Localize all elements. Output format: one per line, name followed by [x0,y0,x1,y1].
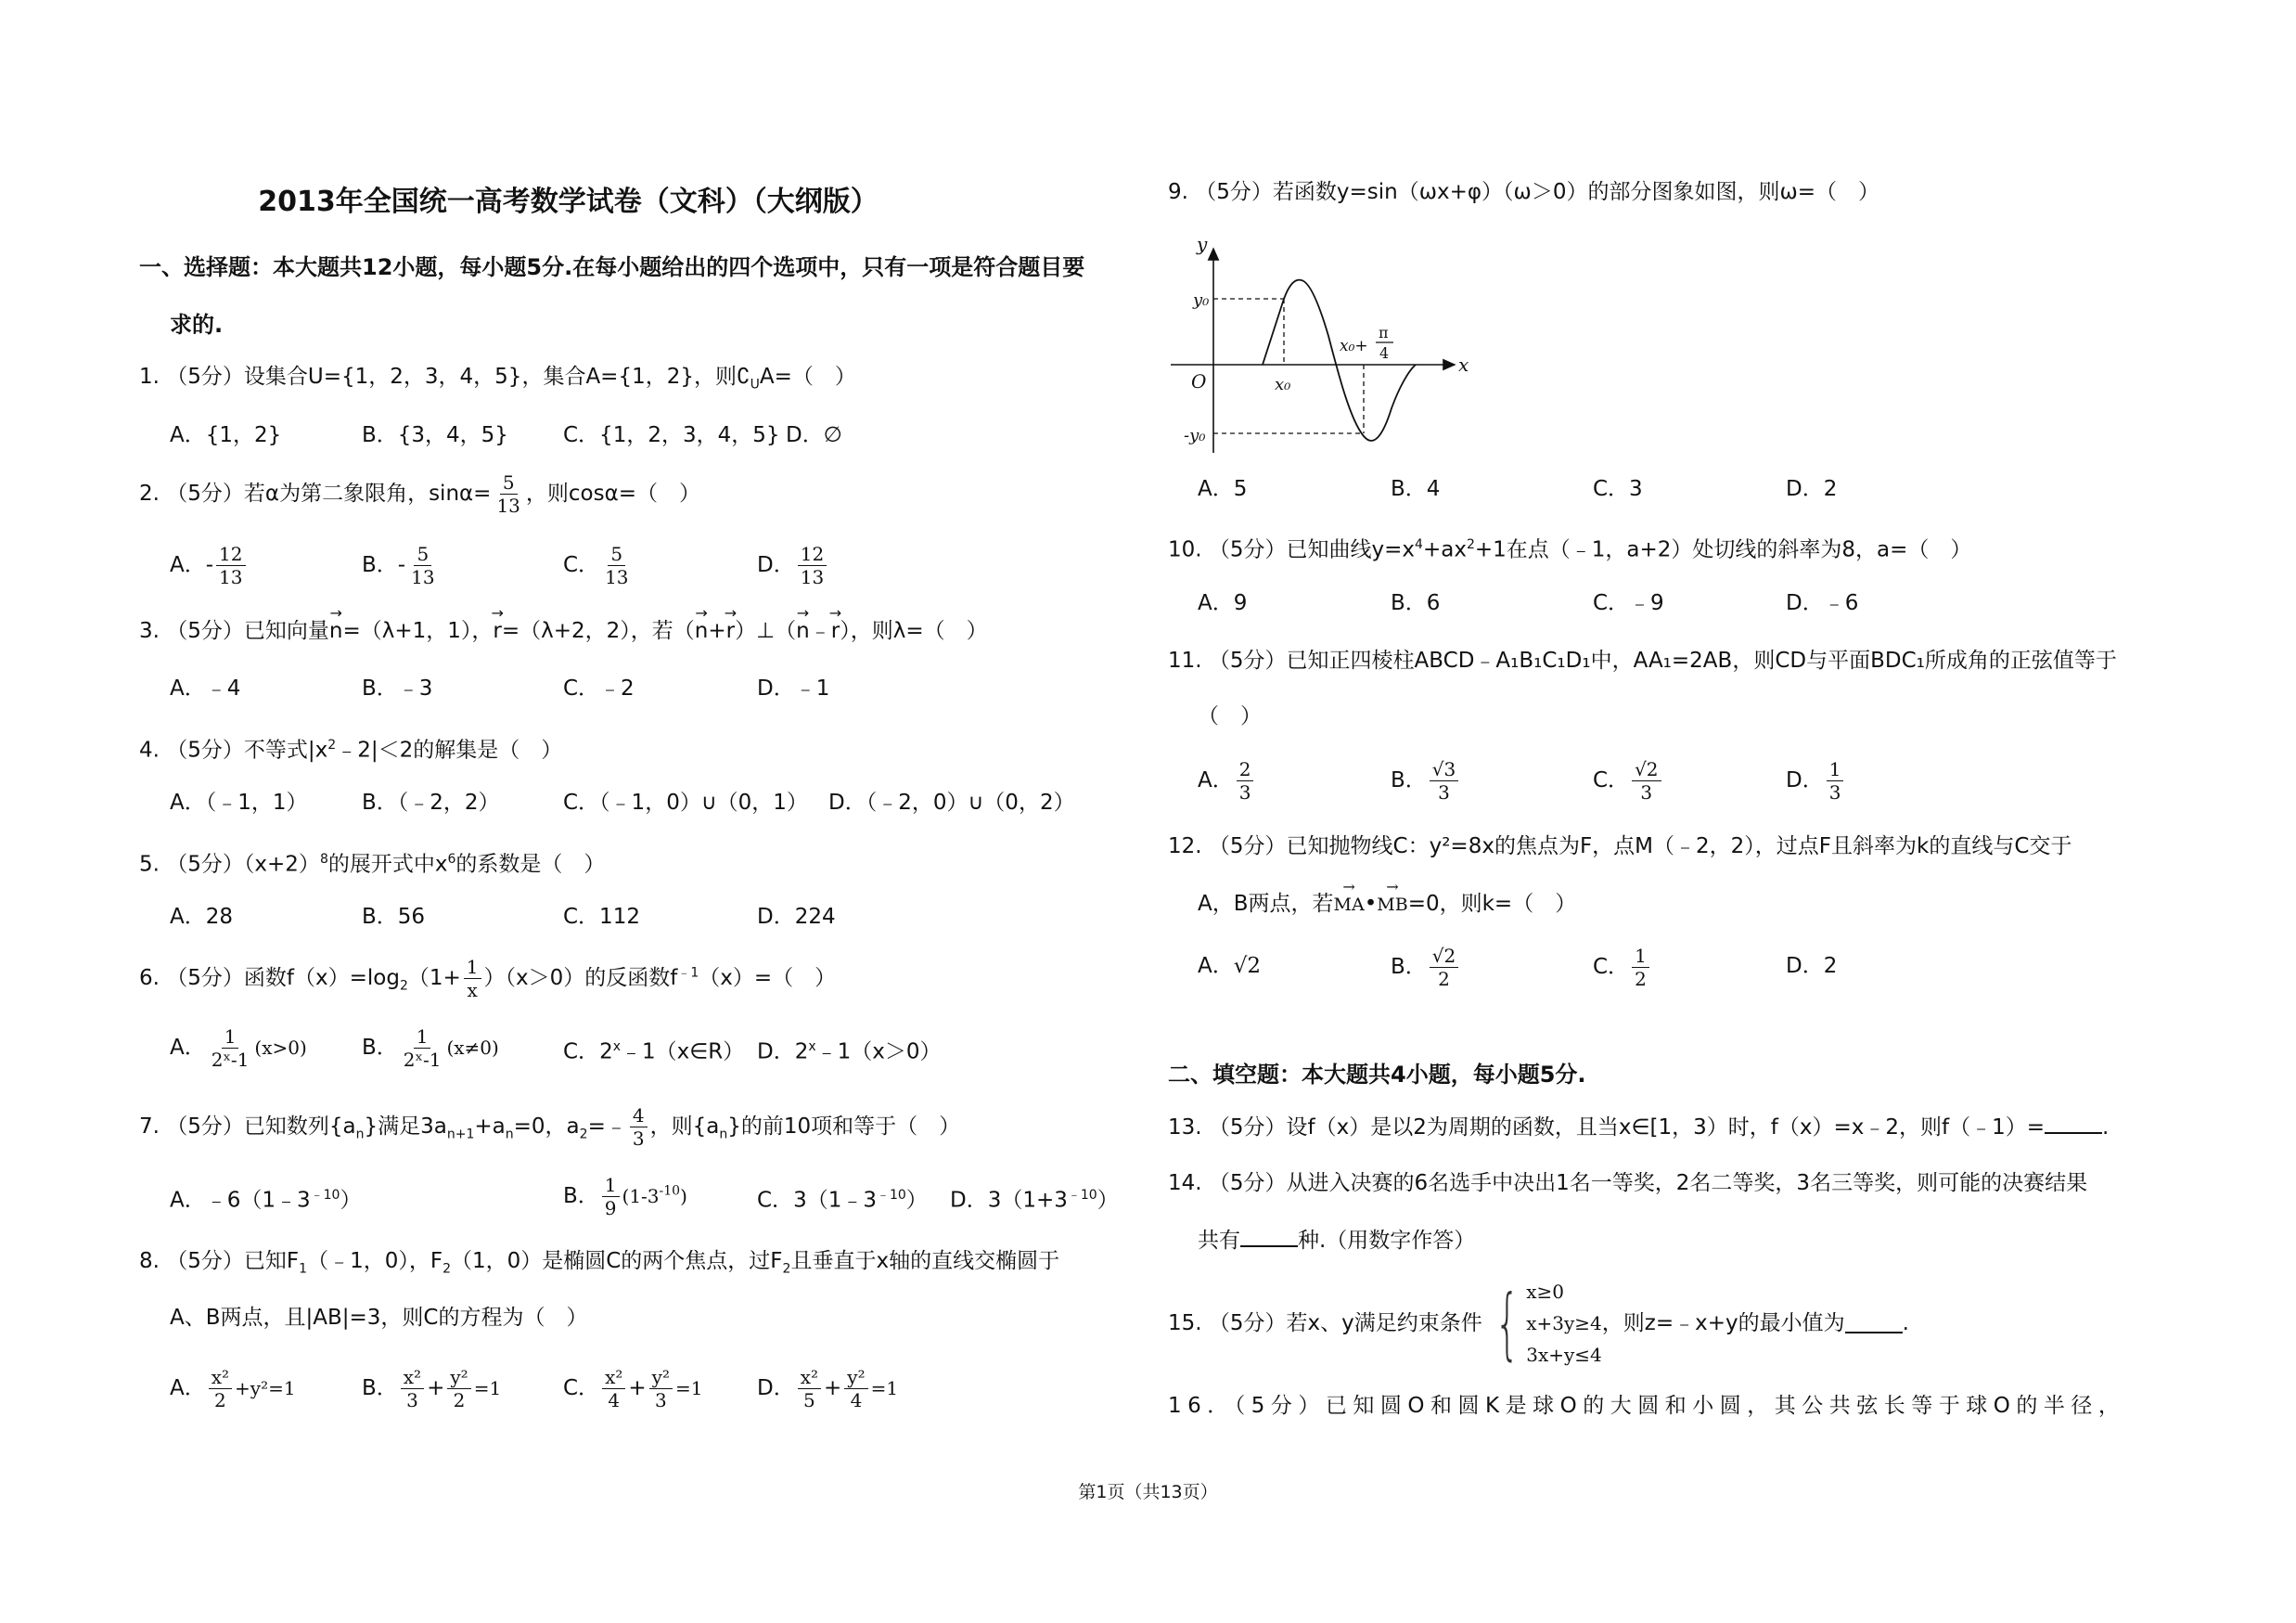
question-11-cont: （ ） [1198,704,1262,728]
q8-option-d[interactable]: D． $\frac{\text{x²}}{5}$ + $\frac{\text{y²}}{4}$ =1 [757,1366,899,1411]
question-2: 2. （5分）若α为第二象限角，sinα= $\frac{5}{13}$ ，则cosα=（ ） [139,471,701,517]
q3-option-d[interactable]: D．﹣1 [757,676,830,701]
fraction: $\frac{1}{\text{2ˣ-1}}$ [403,1025,442,1071]
q9-option-c[interactable]: C．3 [1593,477,1643,501]
question-11: 11. （5分）已知正四棱柱ABCD﹣A₁B₁C₁D₁中，AA₁=2AB，则CD与平面BDC₁所成角的正弦值等于 [1168,649,2117,673]
q6-option-d[interactable]: D．$2^x﹣1(x>0)$ [757,1039,942,1064]
q7-option-a[interactable]: A．$﹣6(1﹣3^{﹣10})$ [170,1188,362,1213]
question-14: 14. （5分）从进入决赛的6名选手中决出1名一等奖，2名二等奖，3名三等奖，则可能的决赛结果 [1168,1171,2088,1195]
q10-option-d[interactable]: D．﹣6 [1786,591,1859,615]
question-6: 6. （5分）函数$f(x)=\log_2(1+$ $\frac{1}{x}$ ）（x＞0）的反函数$f^{﹣1}(x)=$（ ） [139,956,837,1001]
vector-mb: → MB [1377,891,1407,919]
question-8: 8. （5分）已知$F_1(﹣1$，0），$F_2(1$，0）是椭圆C的两个焦点，过$F_2$且垂直于x轴的直线交椭圆于 [139,1249,1060,1277]
q10-option-b[interactable]: B．6 [1391,591,1441,615]
question-15: 15. （5分） 若x、y满足约束条件 { x≥0 x+3y≥4 3x+y≤4 ，则z=﹣x+y的最小值为 . [1168,1278,1909,1369]
pi-numerator: π [1379,324,1389,341]
q10-option-a[interactable]: A．9 [1198,591,1248,615]
vector-r: → r [726,617,735,645]
fraction: $\frac{1}{2}$ [1632,945,1649,990]
x0-label: x₀ [1275,375,1291,394]
q8-option-b[interactable]: B． $\frac{\text{x²}}{3}$ + $\frac{\text{y²}}{2}$ =1 [362,1366,502,1411]
q12-option-c[interactable]: C． $\frac{1}{2}$ [1593,945,1652,990]
q5-option-a[interactable]: A．28 [170,905,234,929]
q1-option-d[interactable]: D．∅ [786,423,842,447]
fraction: $\frac{1}{\text{2ˣ-1}}$ [211,1025,250,1071]
fraction: $\frac{5}{13}$ [605,543,629,588]
fraction: $\frac{4}{3}$ [630,1104,648,1150]
neg-y0-label: -y₀ [1184,426,1206,445]
fraction: $\frac{\text{x²}}{4}$ [602,1366,625,1411]
x0-plus-pi-label: x₀+ [1340,337,1368,355]
fraction: $\frac{√2}{3}$ [1632,758,1661,804]
vector-ma: → MA [1334,891,1365,919]
q5-option-d[interactable]: D．224 [757,905,836,929]
q12-option-d[interactable]: D．2 [1786,954,1838,978]
q3-option-c[interactable]: C．﹣2 [563,676,635,701]
fraction: $\frac{1}{3}$ [1827,758,1844,804]
q4-option-c[interactable]: C．（﹣1，0）∪（0，1） [563,791,808,815]
left-brace-icon: { [1494,1278,1520,1369]
fraction: $\frac{12}{13}$ [798,543,827,588]
q9-option-a[interactable]: A．5 [1198,477,1248,501]
question-8-cont: A、B两点，且|AB|=3，则C的方程为（ ） [170,1306,588,1330]
q5-option-c[interactable]: C．112 [563,905,640,929]
fraction: $\frac{1}{x}$ [464,956,481,1001]
page-title: 2013年全国统一高考数学试卷（文科）（大纲版） [258,186,879,218]
q3-option-b[interactable]: B．﹣3 [362,676,433,701]
q3-option-a[interactable]: A．﹣4 [170,676,241,701]
q4-option-a[interactable]: A．（﹣1，1） [170,791,308,815]
q7-option-c[interactable]: C．$3(1﹣3^{﹣10})$ [757,1188,928,1213]
fraction: $\frac{√3}{3}$ [1430,758,1458,804]
vector-n: → n [329,617,343,645]
q9-option-d[interactable]: D．2 [1786,477,1838,501]
q12-option-a[interactable]: A．√2 [1198,954,1262,978]
q8-option-a[interactable]: A． $\frac{\text{x²}}{2}$ +y²=1 [170,1366,296,1411]
fraction: $\frac{5}{13}$ [411,543,435,588]
q12-option-b[interactable]: B． $\frac{√2}{2}$ [1391,945,1461,990]
q1-option-c[interactable]: C．{1，2，3，4，5} [563,423,780,447]
question-14-cont: 共有 种.（用数字作答） [1198,1229,1476,1253]
q8-option-c[interactable]: C． $\frac{\text{x²}}{4}$ + $\frac{\text{y²}}{3}$ =1 [563,1366,703,1411]
q6-option-c[interactable]: C．2$^x$﹣1（x∈R） [563,1039,745,1064]
q6-option-b[interactable]: B． $\frac{1}{\text{2ˣ-1}}$ (x≠0) [362,1025,499,1071]
origin-label: O [1191,370,1207,393]
q5-option-b[interactable]: B．56 [362,905,426,929]
sine-graph [1160,223,1494,464]
fraction: $\frac{\text{y²}}{3}$ [649,1366,673,1411]
q2-option-d[interactable]: D． $\frac{12}{13}$ [757,543,829,588]
vector-r: → r [493,617,501,645]
question-16: 16．（5分）已知圆O和圆K是球O的大圆和小圆，其公共弦长等于球O的半径， [1168,1394,2126,1418]
question-12-cont: A，B两点，若→ MA•→ MB=0，则k=（ ） [1198,890,1576,919]
q10-option-c[interactable]: C．﹣9 [1593,591,1664,615]
q9-option-b[interactable]: B．4 [1391,477,1441,501]
fraction: $\frac{\text{y²}}{2}$ [447,1366,470,1411]
section1-heading: 一、选择题：本大题共12小题，每小题5分.在每小题给出的四个选项中，只有一项是符合题目要 [139,254,1085,280]
vector-n: → n [796,617,810,645]
q7-option-d[interactable]: D．$3(1+3^{﹣10})$ [950,1188,1119,1213]
q4-option-d[interactable]: D．（﹣2，0）∪（0，2） [828,791,1075,815]
question-9: 9. （5分）若函数y=sin（ωx+φ）（ω＞0）的部分图象如图，则ω=（ ） [1168,180,1879,204]
answer-blank[interactable] [1240,1227,1298,1247]
q1-option-b[interactable]: B．{3，4，5} [362,423,508,447]
fraction: $\frac{√2}{2}$ [1430,945,1458,990]
y0-label: y₀ [1193,290,1210,310]
q2-option-a[interactable]: A．- $\frac{12}{13}$ [170,543,249,588]
fraction: $\frac{12}{13}$ [216,543,245,588]
y-axis-label: y [1197,233,1208,255]
fraction: $\frac{5}{13}$ [496,471,520,517]
x-axis-label: x [1458,354,1469,376]
section2-heading: 二、填空题：本大题共4小题，每小题5分. [1168,1062,1586,1088]
pi-denominator: 4 [1379,344,1390,362]
q6-option-a[interactable]: A． $\frac{1}{\text{2ˣ-1}}$ (x>0) [170,1025,307,1071]
question-10: 10. （5分）已知曲线$y=x^4+ax^2+1$在点（﹣1，a+2）处切线的斜率为8，a=（ ） [1168,537,1972,562]
q2-option-c[interactable]: C． $\frac{5}{13}$ [563,543,635,588]
q11-option-b[interactable]: B． $\frac{√3}{3}$ [1391,758,1461,804]
question-1: 1. （5分）设集合U={1，2，3，4，5}，集合A={1，2}，则$∁_UA=$（ ） [139,365,856,393]
section1-heading-cont: 求的. [170,312,224,338]
question-5: 5. （5分）$(x+2)^8$的展开式中$x^6$的系数是（ ） [139,852,606,877]
vector-n: → n [695,617,709,645]
question-12: 12. （5分）已知抛物线C：y²=8x的焦点为F，点M（﹣2，2），过点F且斜率为k的直线与C交于 [1168,834,2072,858]
question-3: 3. （5分）已知向量→ n=（λ+1，1），→ r=（λ+2，2），若（→ n+→ r）⊥（→ n﹣→ r），则λ=（ ） [139,617,988,645]
answer-blank[interactable] [1845,1313,1903,1333]
q11-option-c[interactable]: C． $\frac{√2}{3}$ [1593,758,1664,804]
question-7: 7. （5分）已知数列$\{a_n\}$满足$3a_{n+1}+a_n=0$，$a_2=﹣$ $\frac{4}{3}$ ，则$\{a_n\}$的前10项和等于（ ） [139,1104,961,1150]
constraint-system: { x≥0 x+3y≥4 3x+y≤4 [1494,1278,1602,1369]
question-4: 4. （5分）不等式$|x^2﹣2|<2$的解集是（ ） [139,738,563,763]
q4-option-b[interactable]: B．（﹣2，2） [362,791,500,815]
sine-curve [1263,280,1416,441]
q11-option-d[interactable]: D． $\frac{1}{3}$ [1786,758,1846,804]
fraction: $\frac{\text{x²}}{3}$ [401,1366,424,1411]
answer-blank[interactable] [2045,1114,2102,1134]
question-13: 13. （5分）设f（x）是以2为周期的函数，且当x∈[1，3）时，f（x）=x﹣2，则f（﹣1）= . [1168,1115,2110,1140]
fraction: $\frac{1}{9}$ [602,1174,620,1219]
fraction: $\frac{\text{y²}}{4}$ [844,1366,867,1411]
fraction: $\frac{\text{x²}}{5}$ [798,1366,821,1411]
q11-option-a[interactable]: A． $\frac{2}{3}$ [1198,758,1256,804]
q1-option-a[interactable]: A．{1，2} [170,423,282,447]
q2-option-b[interactable]: B．- $\frac{5}{13}$ [362,543,441,588]
fraction: $\frac{\text{x²}}{2}$ [209,1366,232,1411]
fraction: $\frac{2}{3}$ [1237,758,1254,804]
vector-r: → r [831,617,840,645]
page-number: 第1页（共13页） [1078,1482,1218,1502]
q7-option-b[interactable]: B． $\frac{1}{9}$ $(1-3^{-10})$ [563,1174,687,1219]
